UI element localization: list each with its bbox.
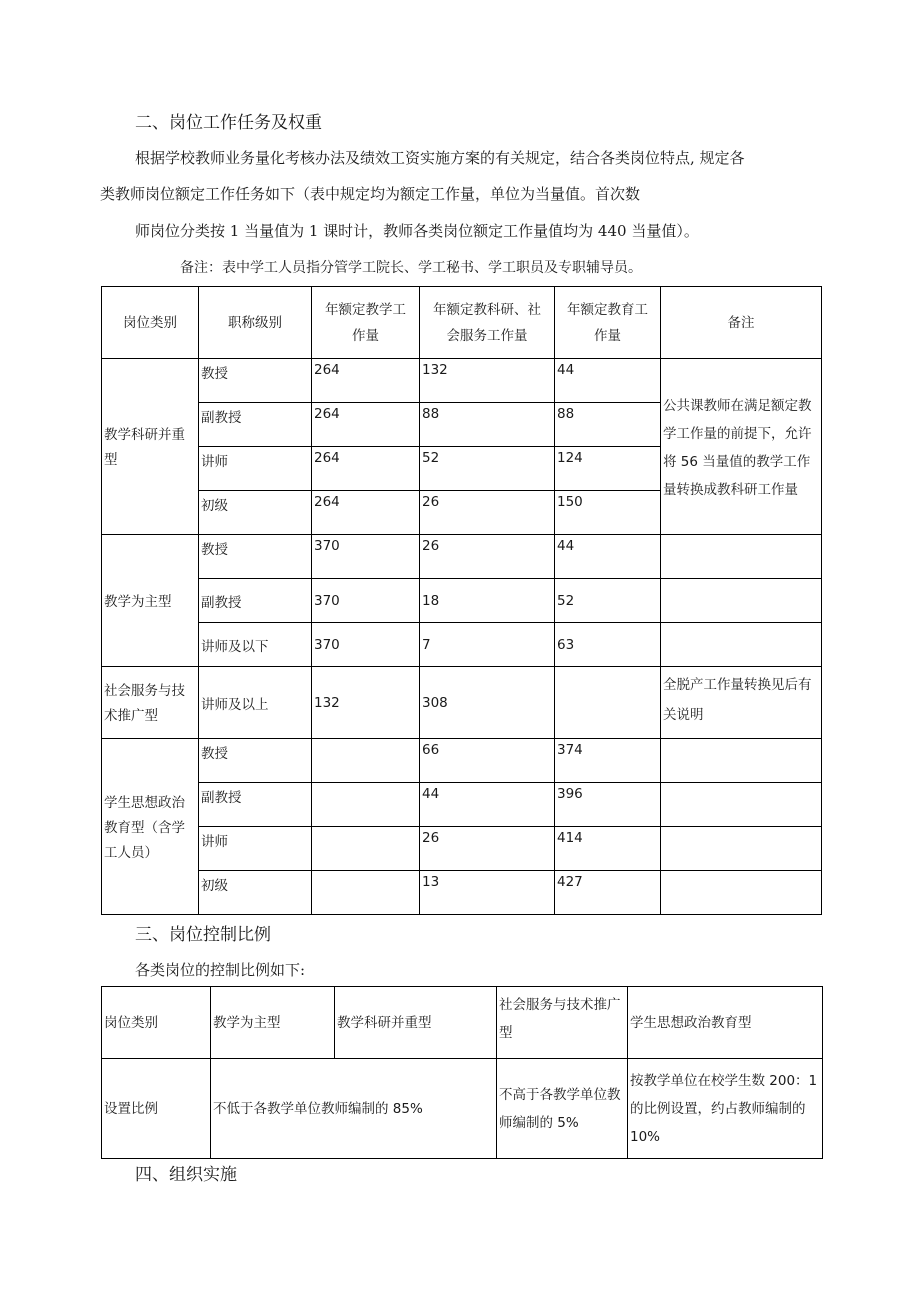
title-cell: 副教授: [199, 403, 312, 447]
title-cell: 教授: [199, 535, 312, 579]
title-cell: 副教授: [199, 579, 312, 623]
remark-cell: [661, 579, 822, 623]
teaching-cell: 370: [312, 535, 420, 579]
ratio-header-service: 社会服务与技术推广型: [497, 987, 628, 1059]
research-cell: 18: [420, 579, 555, 623]
header-title: 职称级别: [199, 287, 312, 359]
table-row: [102, 535, 822, 579]
header-category: 岗位类别: [102, 287, 199, 359]
table-row: [102, 359, 822, 403]
table-header-row: [102, 287, 822, 359]
teaching-cell: 264: [312, 491, 420, 535]
ratio-header-category: 岗位类别: [102, 987, 211, 1059]
education-cell: 88: [555, 403, 661, 447]
ratio-service-cell: 不高于各教学单位教师编制的 5%: [497, 1059, 628, 1159]
education-cell: 396: [555, 783, 661, 827]
education-cell: 124: [555, 447, 661, 491]
research-cell: 26: [420, 491, 555, 535]
header-education: 年额定教育工作量: [555, 287, 661, 359]
teaching-cell: 370: [312, 579, 420, 623]
research-cell: 66: [420, 739, 555, 783]
ratio-header-student: 学生思想政治教育型: [628, 987, 823, 1059]
title-cell: 初级: [199, 871, 312, 915]
remark-cell: [661, 535, 822, 579]
section-2-paragraph-line-3: 师岗位分类按 1 当量值为 1 课时计，教师各类岗位额定工作量值均为 440 当量值）。: [135, 222, 699, 240]
category-cell: 教学科研并重型: [102, 359, 199, 535]
remark-cell: [661, 871, 822, 915]
education-cell: 52: [555, 579, 661, 623]
ratio-student-cell: 按教学单位在校学生数 200：1 的比例设置，约占教师编制的 10%: [628, 1059, 823, 1159]
teaching-cell: 264: [312, 359, 420, 403]
section-3-heading: 三、岗位控制比例: [135, 925, 271, 945]
education-cell: 150: [555, 491, 661, 535]
header-teaching: 年额定教学工作量: [312, 287, 420, 359]
ratio-row: [102, 1059, 823, 1159]
research-cell: 44: [420, 783, 555, 827]
section-2-paragraph-line-1: 根据学校教师业务量化考核办法及绩效工资实施方案的有关规定，结合各类岗位特点, 规定各: [135, 149, 745, 167]
remark-cell: 公共课教师在满足额定教学工作量的前提下，允许将 56 当量值的教学工作量转换成教科研工作量: [661, 359, 822, 535]
table-note: 备注：表中学工人员指分管学工院长、学工秘书、学工职员及专职辅导员。: [180, 260, 642, 276]
table-row: [102, 739, 822, 783]
education-cell: [555, 667, 661, 739]
ratio-table: [101, 986, 823, 1159]
remark-cell: [661, 827, 822, 871]
research-cell: 26: [420, 535, 555, 579]
remark-cell: [661, 783, 822, 827]
ratio-teaching-cell: 不低于各教学单位教师编制的 85%: [211, 1059, 497, 1159]
research-cell: 88: [420, 403, 555, 447]
education-cell: 44: [555, 535, 661, 579]
title-cell: 副教授: [199, 783, 312, 827]
education-cell: 427: [555, 871, 661, 915]
category-cell: 教学为主型: [102, 535, 199, 667]
section-4-heading: 四、组织实施: [135, 1165, 237, 1185]
teaching-cell: 370: [312, 623, 420, 667]
research-cell: 308: [420, 667, 555, 739]
title-cell: 初级: [199, 491, 312, 535]
title-cell: 讲师及以下: [199, 623, 312, 667]
teaching-cell: [312, 739, 420, 783]
section-2-heading: 二、岗位工作任务及权重: [135, 113, 322, 133]
title-cell: 教授: [199, 739, 312, 783]
table-row: [102, 579, 822, 623]
remark-cell: [661, 739, 822, 783]
teaching-cell: 132: [312, 667, 420, 739]
ratio-row-label: 设置比例: [102, 1059, 211, 1159]
teaching-cell: [312, 871, 420, 915]
remark-cell: 全脱产工作量转换见后有关说明: [661, 667, 822, 739]
title-cell: 讲师: [199, 827, 312, 871]
title-cell: 教授: [199, 359, 312, 403]
category-cell: 社会服务与技术推广型: [102, 667, 199, 739]
ratio-header-teaching-research: 教学科研并重型: [335, 987, 497, 1059]
ratio-header-teaching: 教学为主型: [211, 987, 335, 1059]
remark-cell: [661, 623, 822, 667]
category-cell: 学生思想政治教育型（含学工人员）: [102, 739, 199, 915]
research-cell: 52: [420, 447, 555, 491]
teaching-cell: [312, 783, 420, 827]
table-row: [102, 827, 822, 871]
title-cell: 讲师及以上: [199, 667, 312, 739]
table-row: [102, 623, 822, 667]
workload-table: [101, 286, 822, 915]
table-row: [102, 871, 822, 915]
research-cell: 7: [420, 623, 555, 667]
section-3-intro: 各类岗位的控制比例如下:: [135, 961, 306, 979]
research-cell: 26: [420, 827, 555, 871]
teaching-cell: 264: [312, 403, 420, 447]
research-cell: 132: [420, 359, 555, 403]
education-cell: 63: [555, 623, 661, 667]
ratio-header-row: [102, 987, 823, 1059]
title-cell: 讲师: [199, 447, 312, 491]
table-row: [102, 667, 822, 739]
header-remark: 备注: [661, 287, 822, 359]
research-cell: 13: [420, 871, 555, 915]
teaching-cell: 264: [312, 447, 420, 491]
education-cell: 374: [555, 739, 661, 783]
table-row: [102, 783, 822, 827]
header-research: 年额定教科研、社会服务工作量: [420, 287, 555, 359]
education-cell: 44: [555, 359, 661, 403]
section-2-paragraph-line-2: 类教师岗位额定工作任务如下（表中规定均为额定工作量，单位为当量值。首次数: [100, 185, 641, 203]
education-cell: 414: [555, 827, 661, 871]
teaching-cell: [312, 827, 420, 871]
